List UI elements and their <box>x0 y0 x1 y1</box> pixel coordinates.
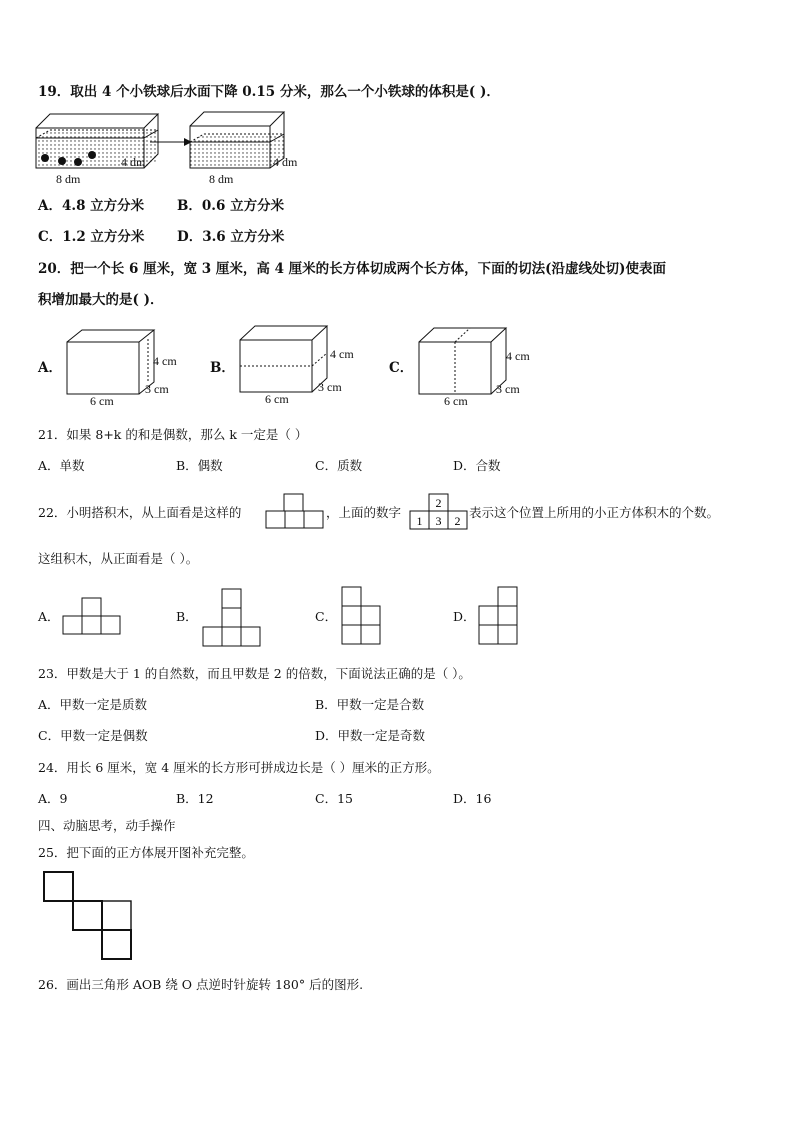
q20-b-length: 6 cm <box>265 392 289 406</box>
iron-ball <box>74 158 82 166</box>
q20-c-width: 3 cm <box>496 382 520 396</box>
q24-option-c[interactable]: C．15 <box>315 791 353 806</box>
q22-front-view-c <box>341 585 383 645</box>
q22-stem-part3: 表示这个位置上所用的小正方体积木的个数。 <box>469 505 720 520</box>
q24-stem: 24．用长 6 厘米，宽 4 厘米的长方形可拼成边长是（ ）厘米的正方形。 <box>38 760 440 775</box>
q24-option-b[interactable]: B．12 <box>176 791 214 806</box>
iron-ball <box>88 151 96 159</box>
q21-option-a[interactable]: A．单数 <box>38 458 85 473</box>
q20-choice-b-letter[interactable]: B． <box>210 360 235 376</box>
tank2-length-label: 8 dm <box>209 172 234 186</box>
q22-front-view-a <box>62 596 124 636</box>
q20-box-c <box>416 325 508 399</box>
q21-option-c[interactable]: C．质数 <box>315 458 363 473</box>
q22-option-d[interactable]: D． <box>453 609 476 624</box>
q20-stem-line1: 20．把一个长 6 厘米，宽 3 厘米，高 4 厘米的长方体切成两个长方体，下面的切法(沿虚线处切)使表面 <box>38 261 666 277</box>
q26-stem: 26．画出三角形 AOB 绕 O 点逆时针旋转 180° 后的图形. <box>38 977 364 992</box>
q19-option-d[interactable]: D．3.6 立方分米 <box>177 229 285 245</box>
q21-stem: 21．如果 8+k 的和是偶数，那么 k 一定是（ ） <box>38 427 308 442</box>
q22-stem-part2: ，上面的数字 <box>326 505 402 520</box>
grid-number-top: 2 <box>435 496 442 510</box>
q23-option-d[interactable]: D．甲数一定是奇数 <box>315 728 426 743</box>
q20-box-a <box>64 327 156 399</box>
tank-after <box>190 112 284 168</box>
tank1-length-label: 8 dm <box>56 172 81 186</box>
q25-stem: 25．把下面的正方体展开图补充完整。 <box>38 845 254 860</box>
grid-number-1: 1 <box>416 514 423 528</box>
grid-number-2: 3 <box>435 514 442 528</box>
q23-option-c[interactable]: C．甲数一定是偶数 <box>38 728 148 743</box>
q20-a-length: 6 cm <box>90 394 114 408</box>
q20-choice-a-letter[interactable]: A． <box>38 360 62 376</box>
q20-b-width: 3 cm <box>318 380 342 394</box>
q19-option-b[interactable]: B．0.6 立方分米 <box>177 198 285 214</box>
tank2-height-label: 4 dm <box>273 155 298 169</box>
q20-choice-c-letter[interactable]: C． <box>389 360 414 376</box>
q22-front-view-d <box>478 585 520 645</box>
q24-option-d[interactable]: D．16 <box>453 791 492 806</box>
q24-option-a[interactable]: A．9 <box>38 791 68 806</box>
q23-option-b[interactable]: B．甲数一定是合数 <box>315 697 425 712</box>
q22-option-c[interactable]: C． <box>315 609 338 624</box>
q22-stem-part1: 22．小明搭积木，从上面看是这样的 <box>38 505 242 520</box>
grid-number-3: 2 <box>454 514 461 528</box>
q20-stem-line2: 积增加最大的是( )． <box>38 292 164 308</box>
q21-option-d[interactable]: D．合数 <box>453 458 501 473</box>
q19-option-a[interactable]: A．4.8 立方分米 <box>38 198 145 214</box>
q22-number-grid <box>409 492 469 532</box>
q19-option-c[interactable]: C．1.2 立方分米 <box>38 229 145 245</box>
iron-ball <box>58 157 66 165</box>
q23-option-a[interactable]: A．甲数一定是质数 <box>38 697 148 712</box>
q22-option-a[interactable]: A． <box>38 609 60 624</box>
iron-ball <box>41 154 49 162</box>
q22-option-b[interactable]: B． <box>176 609 198 624</box>
q20-a-height: 4 cm <box>153 354 177 368</box>
q21-option-b[interactable]: B．偶数 <box>176 458 223 473</box>
q19-stem: 19．取出 4 个小铁球后水面下降 0.15 分米，那么一个小铁球的体积是( )． <box>38 84 500 100</box>
q20-b-height: 4 cm <box>330 347 354 361</box>
q22-front-view-b <box>202 587 264 647</box>
q20-box-b <box>237 323 329 397</box>
q20-c-length: 6 cm <box>444 394 468 408</box>
q23-stem: 23．甲数是大于 1 的自然数，而且甲数是 2 的倍数，下面说法正确的是（ ）。 <box>38 666 471 681</box>
q20-c-height: 4 cm <box>506 349 530 363</box>
q22-top-view <box>264 492 326 532</box>
q25-cube-net <box>42 870 132 962</box>
tank1-height-label: 4 dm <box>121 155 146 169</box>
section4-title: 四、动脑思考，动手操作 <box>38 818 176 833</box>
q20-a-width: 3 cm <box>145 382 169 396</box>
q22-stem-line2: 这组积木，从正面看是（ ）。 <box>38 551 199 566</box>
